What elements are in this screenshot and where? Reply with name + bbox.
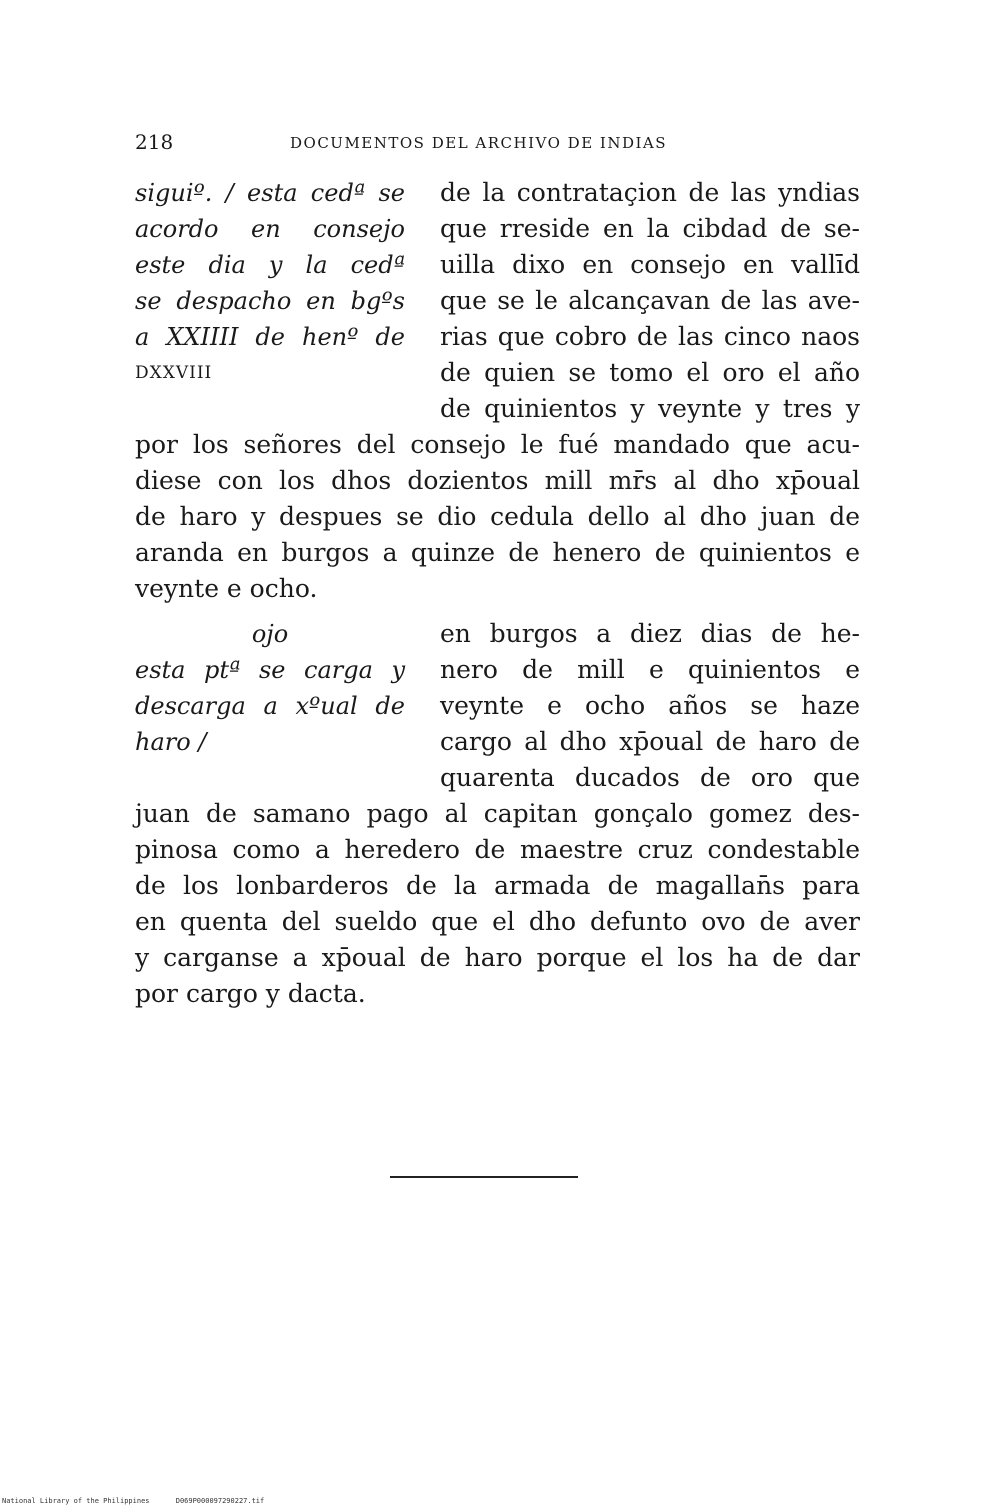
scan-footer bbox=[2, 1497, 264, 1505]
text-line: que se le alcançavan de las ave- bbox=[440, 286, 860, 315]
text-line: veynte e ocho años se haze bbox=[440, 691, 860, 720]
column-paragraph bbox=[440, 616, 860, 796]
full-paragraph bbox=[135, 796, 860, 1012]
text-line: de los lonbarderos de la armada de magallan̄s para bbox=[135, 871, 860, 900]
entry-2 bbox=[135, 616, 860, 1016]
text-line: aranda en burgos a quinze de henero de quinientos e bbox=[135, 538, 860, 567]
text-line: pinosa como a heredero de maestre cruz condestable bbox=[135, 835, 860, 864]
margin-note-line: descarga a xºual de bbox=[135, 692, 405, 720]
full-paragraph bbox=[135, 427, 860, 607]
text-line: por los señores del consejo le fué mandado que acu- bbox=[135, 430, 860, 459]
text-line: quarenta ducados de oro que bbox=[440, 763, 860, 792]
margin-note-line: esta ptª se carga y bbox=[135, 656, 405, 684]
margin-note bbox=[135, 175, 405, 391]
section-divider bbox=[390, 1176, 578, 1178]
margin-note-line: DXXVIII bbox=[135, 363, 213, 383]
text-line: en quenta del sueldo que el dho defunto ovo de aver bbox=[135, 907, 860, 936]
margin-note-line: acordo en consejo bbox=[135, 215, 405, 243]
text-line: de quien se tomo el oro el año bbox=[440, 358, 860, 387]
text-line: cargo al dho xp̄oual de haro de bbox=[440, 727, 860, 756]
text-line: nero de mill e quinientos e bbox=[440, 655, 860, 684]
margin-note-line: ojo bbox=[251, 620, 289, 648]
text-line: diese con los dhos dozientos mill mr̄s al dho xp̄oual bbox=[135, 466, 860, 495]
running-title: DOCUMENTOS DEL ARCHIVO DE INDIAS bbox=[290, 134, 668, 152]
margin-note-line: este dia y la cedª bbox=[135, 251, 405, 279]
text-line: rias que cobro de las cinco naos bbox=[440, 322, 860, 351]
entry-1 bbox=[135, 175, 860, 615]
margin-note-line: haro / bbox=[135, 728, 207, 756]
text-line: de quinientos y veynte y tres y bbox=[440, 394, 860, 423]
text-line: y carganse a xp̄oual de haro porque el los ha de dar bbox=[135, 943, 860, 972]
margin-note bbox=[135, 616, 405, 760]
text-line: de la contrataçion de las yndias bbox=[440, 178, 860, 207]
margin-note-line: siguiº. / esta cedª se bbox=[135, 179, 405, 207]
file-id: D069P000097290227.tif bbox=[175, 1497, 265, 1505]
library-name: National Library of the Philippines bbox=[2, 1497, 150, 1505]
text-line: uilla dixo en consejo en vallīd bbox=[440, 250, 860, 279]
page-number: 218 bbox=[135, 130, 174, 154]
text-line: veynte e ocho. bbox=[135, 574, 318, 603]
margin-note-line: a XXIIII de henº de bbox=[135, 323, 405, 351]
margin-note-line: se despacho en bgºs bbox=[135, 287, 405, 315]
column-paragraph bbox=[440, 175, 860, 427]
text-line: de haro y despues se dio cedula dello al dho juan de bbox=[135, 502, 860, 531]
text-line: que rreside en la cibdad de se- bbox=[440, 214, 860, 243]
text-line: por cargo y dacta. bbox=[135, 979, 366, 1008]
text-line: en burgos a diez dias de he- bbox=[440, 619, 860, 648]
page-header bbox=[135, 130, 860, 160]
text-line: juan de samano pago al capitan gonçalo gomez des- bbox=[135, 799, 860, 828]
